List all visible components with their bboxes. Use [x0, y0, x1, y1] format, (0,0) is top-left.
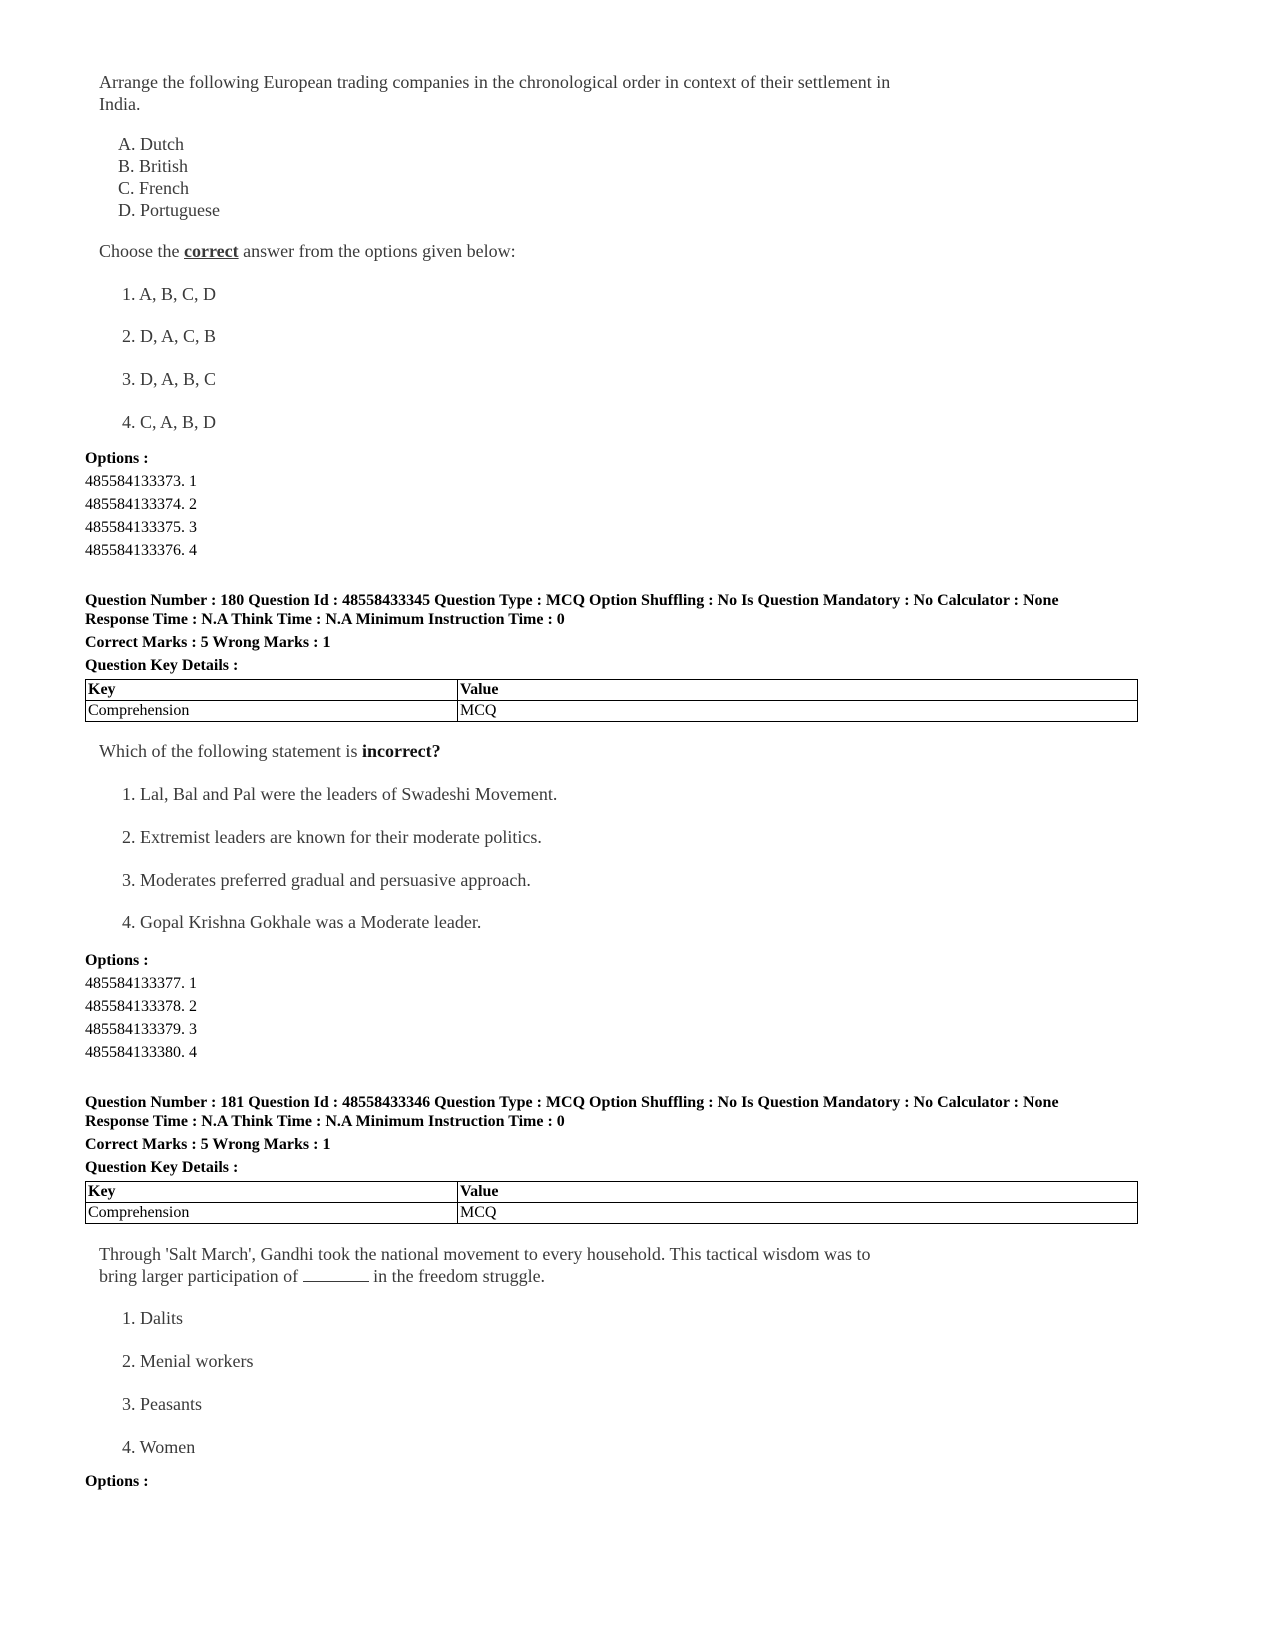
q180-stem [99, 740, 441, 762]
table-row [86, 1203, 1138, 1224]
q180-answer-1: 1. Lal, Bal and Pal were the leaders of Swadeshi Movement. [122, 784, 558, 804]
q180-meta-line2: Response Time : N.A Think Time : N.A Minimum Instruction Time : 0 [85, 611, 565, 628]
q179-item-b: B. British [118, 156, 189, 176]
q180-meta-line1: Question Number : 180 Question Id : 48558433345 Question Type : MCQ Option Shuffling : No Is Question Mandatory : No Calculator : None [85, 592, 1059, 609]
q180-stem-emphasis: incorrect? [361, 741, 441, 761]
q181-options-label: Options : [85, 1473, 149, 1490]
q179-item-a: A. Dutch [118, 134, 184, 154]
table-cell-key: Comprehension [86, 1203, 458, 1224]
q180-stem-prefix: Which of the following statement is [99, 741, 362, 761]
q179-item-d: D. Portuguese [118, 200, 220, 220]
table-header-row [86, 680, 1138, 701]
q180-option-4: 485584133380. 4 [85, 1044, 197, 1061]
q179-choose-emphasis: correct [184, 241, 239, 261]
q179-stem-line2: India. [99, 94, 141, 114]
q179-answer-4: 4. C, A, B, D [122, 412, 217, 432]
q181-answer-3: 3. Peasants [122, 1394, 202, 1414]
q179-answer-3: 3. D, A, B, C [122, 369, 217, 389]
table-cell-key: Comprehension [86, 701, 458, 722]
q180-marks: Correct Marks : 5 Wrong Marks : 1 [85, 634, 331, 651]
table-header-value: Value [458, 680, 1138, 701]
table-header-value: Value [458, 1182, 1138, 1203]
q179-stem-line1: Arrange the following European trading companies in the chronological order in context of their settlement in [99, 72, 891, 92]
q181-marks: Correct Marks : 5 Wrong Marks : 1 [85, 1136, 331, 1153]
q180-answer-3: 3. Moderates preferred gradual and persuasive approach. [122, 870, 531, 890]
q179-choose-prefix: Choose the [99, 241, 184, 261]
q179-option-3: 485584133375. 3 [85, 519, 197, 536]
q181-key-details-label: Question Key Details : [85, 1159, 239, 1176]
q180-answer-2: 2. Extremist leaders are known for their moderate politics. [122, 827, 542, 847]
q180-option-1: 485584133377. 1 [85, 975, 197, 992]
q180-options-label: Options : [85, 952, 149, 969]
table-header-key: Key [86, 680, 458, 701]
q179-options-label: Options : [85, 450, 149, 467]
table-header-row [86, 1182, 1138, 1203]
table-cell-value: MCQ [458, 1203, 1138, 1224]
fill-in-blank [303, 1266, 369, 1282]
q181-meta-line2: Response Time : N.A Think Time : N.A Minimum Instruction Time : 0 [85, 1113, 565, 1130]
q180-key-details-label: Question Key Details : [85, 657, 239, 674]
q179-option-2: 485584133374. 2 [85, 496, 197, 513]
q179-option-4: 485584133376. 4 [85, 542, 197, 559]
q179-choose-suffix: answer from the options given below: [238, 241, 516, 261]
q180-option-2: 485584133378. 2 [85, 998, 197, 1015]
table-header-key: Key [86, 1182, 458, 1203]
q181-meta-line1: Question Number : 181 Question Id : 48558433346 Question Type : MCQ Option Shuffling : No Is Question Mandatory : No Calculator : None [85, 1094, 1059, 1111]
q181-stem-line2-suffix: in the freedom struggle. [368, 1266, 546, 1286]
q181-stem-line1: Through 'Salt March', Gandhi took the national movement to every household. This tactical wisdom was to [99, 1244, 871, 1264]
table-row [86, 701, 1138, 722]
q179-item-c: C. French [118, 178, 189, 198]
q181-key-table [85, 1181, 1138, 1224]
q181-answer-1: 1. Dalits [122, 1308, 183, 1328]
q180-option-3: 485584133379. 3 [85, 1021, 197, 1038]
q181-stem-line2-prefix: bring larger participation of [99, 1266, 303, 1286]
q179-option-1: 485584133373. 1 [85, 473, 197, 490]
q179-answer-2: 2. D, A, C, B [122, 326, 217, 346]
q181-answer-4: 4. Women [122, 1437, 196, 1457]
q179-choose-instruction [99, 240, 516, 262]
q179-answer-1: 1. A, B, C, D [122, 284, 217, 304]
q181-stem-line2 [99, 1265, 545, 1287]
q180-answer-4: 4. Gopal Krishna Gokhale was a Moderate leader. [122, 912, 482, 932]
table-cell-value: MCQ [458, 701, 1138, 722]
q181-answer-2: 2. Menial workers [122, 1351, 254, 1371]
q180-key-table [85, 679, 1138, 722]
